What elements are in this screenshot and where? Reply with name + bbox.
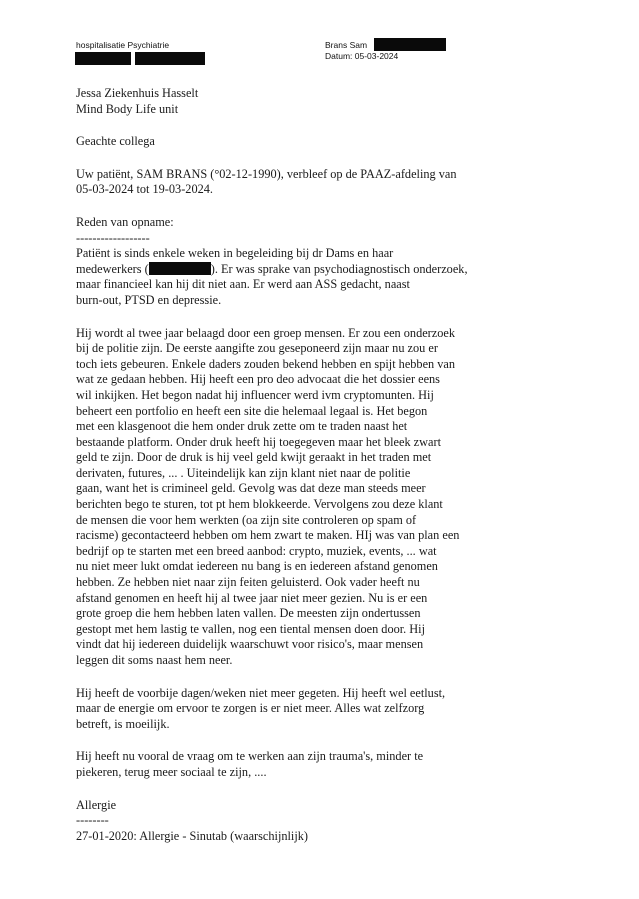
greeting: Geachte collega — [76, 134, 155, 149]
paragraph-line: burn-out, PTSD en depressie. — [76, 292, 222, 307]
allergy-heading: Allergie — [76, 797, 117, 812]
section-underline: ------------------ — [76, 230, 150, 245]
section-heading: Reden van opname: — [76, 214, 174, 229]
letter-date: Datum: 05-03-2024 — [325, 51, 399, 61]
paragraph-line: maar financieel kan hij dit niet aan. Er werd aan ASS gedacht, naast — [76, 277, 410, 292]
allergy-underline: -------- — [76, 813, 109, 828]
department-label: hospitalisatie Psychiatrie — [76, 40, 170, 50]
recipient-line: Jessa Ziekenhuis Hasselt — [76, 86, 199, 100]
paragraph-line: Patiënt is sinds enkele weken in begeleiding bij dr Dams en haar — [76, 246, 394, 261]
paragraph-request: Hij heeft nu vooral de vraag om te werken aan zijn trauma's, minder te piekeren, terug meer sociaal te zijn, .... — [76, 749, 424, 779]
allergy-entry: 27-01-2020: Allergie - Sinutab (waarschijnlijk) — [76, 828, 309, 843]
letter-body — [76, 86, 576, 844]
redaction-block — [75, 52, 131, 65]
paragraph-history: Hij wordt al twee jaar belaagd door een groep mensen. Er zou een onderzoek bij de politie zijn. De eerste aangifte zou geseponeerd zijn maar nu zou er toch iets gebeuren. Enkele daders zouden bekend hebben en spijt hebben van wat ze gedaan hebben. Hij heeft een pro deo advocaat die het dossier eens wil inkijken. Het begon nadat hij influencer werd ivm cryptomunten. Hij beheert een portfolio en heeft een site die helemaal legaal is. Het begon met een klasgenoot die hem onder druk zette om te traden naast het bestaande platform. Onder druk heeft hij toegegeven maar het bleek zwart geld te zijn. Door de druk is hij veel geld kwijt geraakt in het traden met derivaten, futures, ... . Uiteindelijk kan zijn klant niet naar de politie gaan, want het is crimineel geld. Gevolg was dat deze man steeds meer berichten bego te sturen, tot pt hem blokkeerde. Vervolgens zou deze klant de mensen die voor hem werkten (oa zijn site controleren op spam of racisme) gecontacteerd hebben om hem zwart te maken. HIj was van plan een bedrijf op te starten met een breed aanbod: crypto, muziek, events, ... wat nu niet meer lukt omdat iedereen nu bang is en iedereen afstand genomen hebben. Ze hebben niet naar zijn feiten geluisterd. Ook vader heeft nu afstand genomen en heeft hij al twee jaar niet meer gezien. Nu is er een grote groep die hem hebben laten vallen. De meesten zijn ondertussen gestopt met hem lastig te vallen, nog een tiental mensen doen door. Hij vindt dat hij iedereen duidelijk waarschuwt voor risico's, maar mensen leggen dit soms naast hem neer. — [76, 325, 460, 667]
intro-line: 05-03-2024 tot 19-03-2024. — [76, 182, 213, 197]
redaction-block — [149, 262, 211, 275]
recipient-line: Mind Body Life unit — [76, 101, 179, 116]
patient-name: Brans Sam — [325, 40, 368, 50]
redaction-block — [374, 38, 446, 51]
redaction-block — [135, 52, 205, 65]
paragraph-eating: Hij heeft de voorbije dagen/weken niet meer gegeten. Hij heeft wel eetlust, maar de energie om ervoor te zorgen is er niet meer. Alles wat zelfzorg betreft, is moeilijk. — [76, 685, 446, 731]
intro-line: Uw patiënt, SAM BRANS (°02-12-1990), verbleef op de PAAZ-afdeling van — [76, 166, 457, 181]
paragraph-line: medewerkers ( ). Er was sprake van psychodiagnostisch onderzoek, — [76, 261, 468, 276]
